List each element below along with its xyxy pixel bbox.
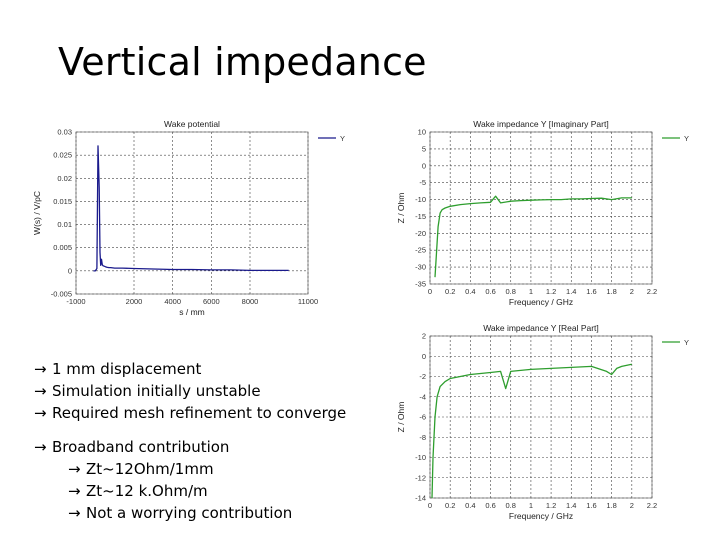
y-axis-label: W(s) / V/pC: [32, 191, 42, 235]
y-tick-label: -25: [415, 245, 426, 255]
x-tick-label: 0.2: [444, 287, 456, 296]
impedance-real-chart: [385, 322, 710, 522]
chart-svg: [385, 118, 710, 308]
y-tick-label: -0.005: [50, 289, 72, 299]
arrow-icon: →: [34, 404, 47, 422]
x-tick-label: -1000: [66, 297, 86, 306]
sub-bullet-item: [34, 458, 346, 480]
bullet-text: Not a worrying contribution: [86, 504, 293, 522]
bullet-text: Zt~12 k.Ohm/m: [86, 482, 208, 500]
chart-svg: [385, 322, 710, 522]
y-tick-label: 0.03: [57, 127, 72, 137]
x-tick-label: 4000: [164, 297, 182, 306]
y-tick-label: -4: [419, 392, 426, 402]
arrow-icon: →: [68, 460, 81, 478]
x-tick-label: 0.6: [485, 287, 496, 296]
x-tick-label: 1.6: [586, 287, 597, 296]
y-tick-label: -20: [415, 228, 426, 238]
x-tick-label: 1.4: [566, 501, 577, 510]
legend-label: Y: [684, 134, 690, 143]
y-tick-label: -10: [415, 453, 426, 462]
sub-bullet-item: [34, 502, 346, 524]
legend-label: Y: [684, 338, 690, 347]
x-tick-label: 1.4: [566, 287, 577, 296]
slide-title: Vertical impedance: [58, 40, 427, 84]
x-axis-label: Frequency / GHz: [508, 511, 574, 521]
bullet-item: [34, 436, 346, 458]
y-tick-label: -6: [419, 412, 426, 422]
y-tick-label: -14: [415, 493, 426, 503]
x-tick-label: 2.2: [646, 287, 658, 296]
y-tick-label: 0: [67, 266, 72, 276]
x-axis-label: Frequency / GHz: [508, 297, 574, 307]
y-tick-label: -30: [415, 262, 426, 272]
chart-title: Wake impedance Y [Real Part]: [483, 323, 599, 333]
x-tick-label: 2: [629, 287, 634, 296]
x-axis-label: s / mm: [179, 307, 205, 317]
y-axis-label: Z / Ohm: [396, 192, 406, 224]
x-tick-label: 1.2: [545, 501, 557, 510]
bullet-gap: [34, 424, 346, 436]
x-tick-label: 1.6: [586, 501, 597, 510]
x-tick-label: 1.2: [545, 287, 557, 296]
x-tick-label: 1: [528, 501, 533, 510]
y-tick-label: -5: [419, 178, 426, 188]
bullet-list: [34, 358, 346, 524]
x-tick-label: 0.8: [505, 501, 516, 510]
y-tick-label: 0: [421, 161, 426, 171]
plot-area: [430, 132, 652, 284]
x-tick-label: 1: [528, 287, 533, 296]
bullet-text: Simulation initially unstable: [52, 382, 261, 400]
arrow-icon: →: [68, 504, 81, 522]
x-tick-label: 1.8: [606, 501, 617, 510]
chart-title: Wake potential: [164, 119, 220, 129]
y-tick-label: -12: [415, 473, 426, 483]
arrow-icon: →: [34, 382, 47, 400]
y-tick-label: 0.01: [57, 220, 72, 230]
x-tick-label: 0.2: [444, 501, 456, 510]
y-tick-label: -2: [419, 372, 426, 381]
x-tick-label: 1.8: [606, 287, 617, 296]
y-tick-label: -8: [419, 432, 426, 442]
x-tick-label: 0.4: [465, 501, 476, 510]
arrow-icon: →: [68, 482, 81, 500]
y-tick-label: 5: [421, 144, 426, 154]
x-tick-label: 2.2: [646, 501, 658, 510]
bullet-text: Required mesh refinement to converge: [52, 404, 347, 422]
y-tick-label: 0.005: [53, 243, 72, 253]
bullet-item: [34, 380, 346, 402]
y-tick-label: -15: [415, 211, 426, 221]
x-tick-label: 0.8: [505, 287, 516, 296]
bullet-text: 1 mm displacement: [52, 360, 202, 378]
legend-label: Y: [340, 134, 346, 143]
x-tick-label: 0: [427, 501, 433, 510]
impedance-imaginary-chart: [385, 118, 710, 308]
x-tick-label: 0.6: [485, 501, 496, 510]
sub-bullet-item: [34, 480, 346, 502]
x-tick-label: 2: [629, 501, 634, 510]
y-tick-label: -10: [415, 195, 426, 205]
y-tick-label: 0.025: [53, 150, 72, 160]
arrow-icon: →: [34, 438, 47, 456]
x-tick-label: 11000: [297, 297, 319, 306]
x-tick-label: 2000: [125, 297, 143, 306]
bullet-item: [34, 402, 346, 424]
x-tick-label: 6000: [202, 297, 220, 306]
wake-potential-chart: [30, 118, 350, 318]
bullet-text: Broadband contribution: [52, 438, 230, 456]
chart-svg: [30, 118, 350, 318]
y-axis-label: Z / Ohm: [396, 401, 406, 433]
bullet-item: [34, 358, 346, 380]
y-tick-label: 0: [421, 351, 426, 361]
x-tick-label: 8000: [241, 297, 259, 306]
x-tick-label: 0.4: [465, 287, 476, 296]
y-tick-label: 2: [421, 331, 426, 341]
y-tick-label: -35: [415, 279, 426, 289]
y-tick-label: 0.015: [53, 196, 72, 206]
chart-title: Wake impedance Y [Imaginary Part]: [473, 119, 609, 129]
bullet-text: Zt~12Ohm/1mm: [86, 460, 214, 478]
x-tick-label: 0: [427, 287, 433, 296]
arrow-icon: →: [34, 360, 47, 378]
y-tick-label: 0.02: [57, 173, 72, 183]
y-tick-label: 10: [417, 127, 426, 137]
